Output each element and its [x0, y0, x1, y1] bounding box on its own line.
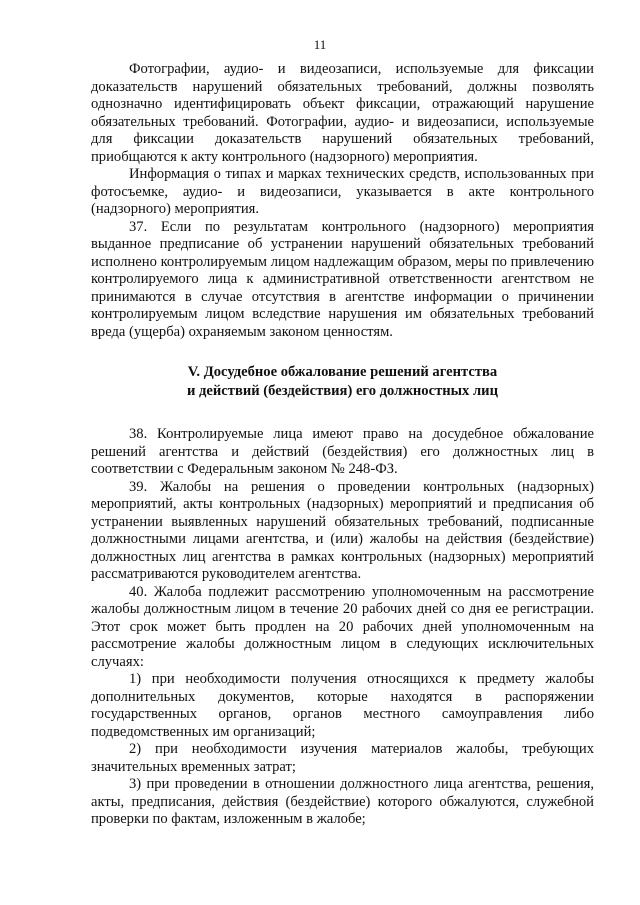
section-heading-line-1: V. Досудебное обжалование решений агентства — [187, 364, 498, 380]
list-item-2: 2) при необходимости изучения материалов жалобы, требующих значительных временных затрат; — [91, 741, 594, 775]
section-heading-line-2: и действий (бездействия) его должностных лиц — [186, 383, 498, 399]
paragraph-39: 39. Жалобы на решения о проведении контрольных (надзорных) мероприятий, акты контрольных (надзорных) мероприятий и предписания об устранении выявленных нарушений обязательных требований, подписанные должностными лицами агентства, и (или) жалобы на действия (бездействие) должностных лиц агентства в рамках контрольных (надзорных) мероприятий рассматриваются руководителем агентства. — [91, 478, 594, 582]
section-heading — [91, 363, 594, 401]
paragraph-photo-video: Фотографии, аудио- и видеозаписи, используемые для фиксации доказательств нарушений обязательных требований, должны позволять однозначно идентифицировать объект фиксации, отражающий нарушение обязательных требований. Фотографии, аудио- и видеозаписи, используемые для фиксации доказательств нарушений обязательных требований, приобщаются к акту контрольного (надзорного) мероприятия. — [91, 61, 594, 165]
document-body — [91, 61, 594, 829]
paragraph-technical-means: Информация о типах и марках технических средств, использованных при фотосъемке, аудио- и видеозаписи, указывается в акте контрольного (надзорного) мероприятия. — [91, 166, 594, 217]
paragraph-38: 38. Контролируемые лица имеют право на досудебное обжалование решений агентства и действий (бездействия) его должностных лиц в соответствии с Федеральным законом № 248-ФЗ. — [91, 426, 594, 477]
list-item-3: 3) при проведении в отношении должностного лица агентства, решения, акты, предписания, действия (бездействие) которого обжалуются, служебной проверки по фактам, изложенным в жалобе; — [91, 776, 594, 827]
page-number: 11 — [313, 37, 327, 52]
paragraph-37: 37. Если по результатам контрольного (надзорного) мероприятия выданное предписание об устранении нарушений обязательных требований исполнено контролируемым лицом надлежащим образом, меры по привлечению контролируемого лица к административной ответственности агентством не принимаются в случае отсутствия в агентстве информации о причинении контролируемым лицом вследствие нарушения им обязательных требований вреда (ущерба) охраняемым законом ценностям. — [91, 218, 594, 340]
list-item-1: 1) при необходимости получения относящихся к предмету жалобы дополнительных документов, которые находятся в распоряжении государственных органов, органов местного самоуправления либо подведомственных им организаций; — [91, 671, 594, 740]
paragraph-40: 40. Жалоба подлежит рассмотрению уполномоченным на рассмотрение жалобы должностным лицом в течение 20 рабочих дней со дня ее регистрации. Этот срок может быть продлен на 20 рабочих дней уполномоченным на рассмотрение жалобы должностным лицом в следующих исключительных случаях: — [91, 583, 594, 670]
